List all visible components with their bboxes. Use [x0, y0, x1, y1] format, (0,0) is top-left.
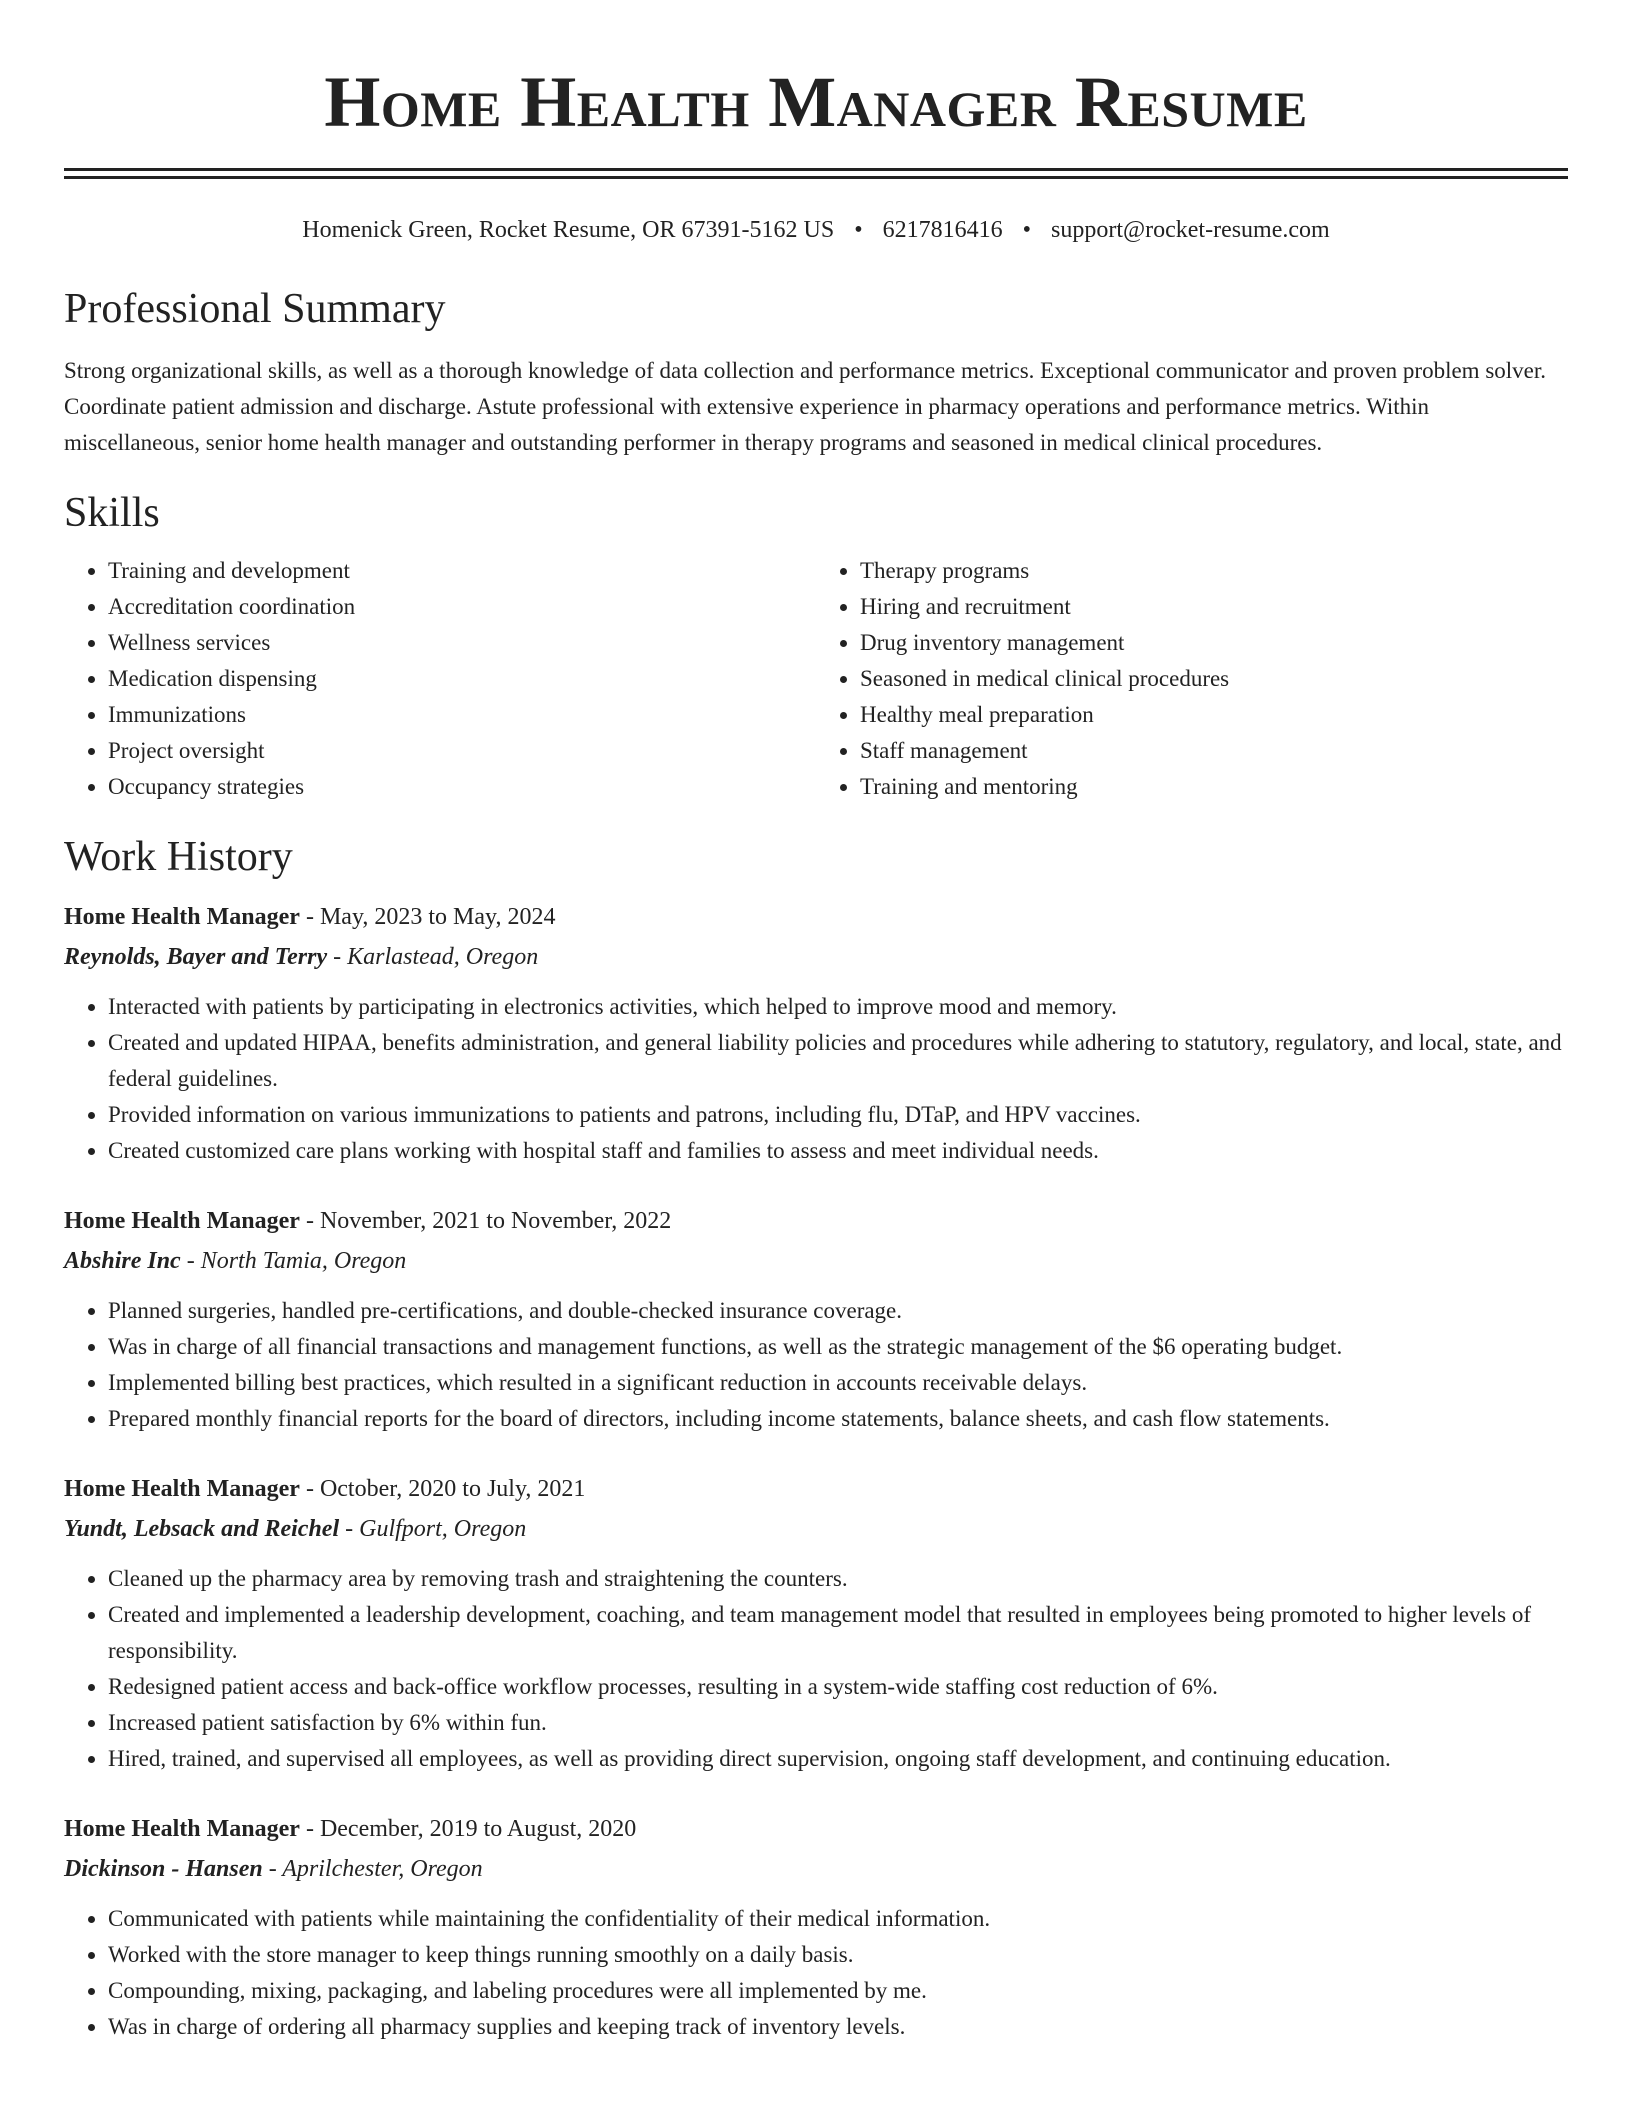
skill-item: • Wellness services	[108, 625, 816, 661]
title-divider	[64, 168, 1568, 179]
skill-item: • Accreditation coordination	[108, 589, 816, 625]
job-bullet: • Created and updated HIPAA, benefits administration, and general liability policies and procedures while adhering to statutory, regulatory, and local, state, and federal guidelines.	[108, 1025, 1568, 1097]
job-dates: - December, 2019 to August, 2020	[299, 1816, 637, 1842]
job-dates: - May, 2023 to May, 2024	[299, 904, 556, 930]
skill-item: • Occupancy strategies	[108, 769, 816, 805]
job-header	[64, 1469, 1568, 1509]
skill-item: • Training and development	[108, 553, 816, 589]
job-bullets	[64, 1293, 1568, 1437]
job-company: Yundt, Lebsack and Reichel	[64, 1516, 340, 1542]
job-header	[64, 897, 1568, 937]
skill-item: • Seasoned in medical clinical procedures	[860, 661, 1568, 697]
summary-text: Strong organizational skills, as well as a thorough knowledge of data collection and performance metrics. Exceptional communicator and proven problem solver. Coordinate patient admission and discharge. Astute professional with extensive experience in pharmacy operations and performance metrics. Within miscellaneous, senior home health manager and outstanding performer in therapy programs and seasoned in medical clinical procedures.	[64, 358, 1547, 455]
skills-heading: Skills	[64, 490, 160, 536]
job-bullet: • Redesigned patient access and back-office workflow processes, resulting in a system-wide staffing cost reduction of 6%.	[108, 1669, 1568, 1705]
job-header	[64, 1809, 1568, 1849]
skill-item: • Drug inventory management	[860, 625, 1568, 661]
job-employer	[64, 1509, 1568, 1549]
skill-item: • Hiring and recruitment	[860, 589, 1568, 625]
job-bullet: • Communicated with patients while maintaining the confidentiality of their medical information.	[108, 1901, 1568, 1937]
job-location: - Aprilchester, Oregon	[262, 1856, 483, 1882]
skill-item: • Training and mentoring	[860, 769, 1568, 805]
job-bullet: • Cleaned up the pharmacy area by removing trash and straightening the counters.	[108, 1561, 1568, 1597]
skill-item: • Project oversight	[108, 733, 816, 769]
skill-item: • Staff management	[860, 733, 1568, 769]
skills-column-right	[816, 553, 1568, 805]
job-bullet: • Hired, trained, and supervised all employees, as well as providing direct supervision, ongoing staff development, and continuing education.	[108, 1741, 1568, 1777]
skills-column-left	[64, 553, 816, 805]
job-company: Dickinson - Hansen	[64, 1856, 263, 1882]
page-title: Home Health Manager Resume	[324, 62, 1308, 142]
job-employer	[64, 1241, 1568, 1281]
contact-line	[64, 215, 1568, 245]
job-bullet: • Worked with the store manager to keep things running smoothly on a daily basis.	[108, 1937, 1568, 1973]
job-bullet: • Increased patient satisfaction by 6% within fun.	[108, 1705, 1568, 1741]
skills-list	[64, 553, 1568, 805]
job-employer	[64, 1849, 1568, 1889]
job-role: Home Health Manager	[64, 1476, 300, 1502]
job-location: - North Tamia, Oregon	[180, 1248, 407, 1274]
job-entry	[64, 1469, 1568, 1777]
contact-email: support@rocket-resume.com	[1051, 217, 1330, 243]
job-bullet: • Created and implemented a leadership development, coaching, and team management model that resulted in employees being promoted to higher levels of responsibility.	[108, 1597, 1568, 1669]
contact-phone: 6217816416	[882, 217, 1003, 243]
job-bullet: • Was in charge of all financial transactions and management functions, as well as the strategic management of the $6 operating budget.	[108, 1329, 1568, 1365]
job-location: - Karlastead, Oregon	[327, 944, 539, 970]
resume-page	[64, 0, 1568, 2045]
job-bullet: • Was in charge of ordering all pharmacy supplies and keeping track of inventory levels.	[108, 2009, 1568, 2045]
skill-item: • Medication dispensing	[108, 661, 816, 697]
job-header	[64, 1201, 1568, 1241]
job-bullets	[64, 1561, 1568, 1777]
job-role: Home Health Manager	[64, 1208, 300, 1234]
work-history-heading: Work History	[64, 834, 293, 880]
job-bullet: • Planned surgeries, handled pre-certifications, and double-checked insurance coverage.	[108, 1293, 1568, 1329]
job-entry	[64, 1809, 1568, 2045]
skill-item: • Immunizations	[108, 697, 816, 733]
job-bullet: • Compounding, mixing, packaging, and labeling procedures were all implemented by me.	[108, 1973, 1568, 2009]
contact-separator: •	[1022, 217, 1032, 243]
skill-item: • Healthy meal preparation	[860, 697, 1568, 733]
job-company: Abshire Inc	[64, 1248, 181, 1274]
job-employer	[64, 937, 1568, 977]
job-bullet: • Prepared monthly financial reports for the board of directors, including income statements, balance sheets, and cash flow statements.	[108, 1401, 1568, 1437]
summary-heading: Professional Summary	[64, 286, 446, 332]
job-role: Home Health Manager	[64, 904, 300, 930]
job-dates: - November, 2021 to November, 2022	[299, 1208, 672, 1234]
job-bullets	[64, 989, 1568, 1169]
job-bullet: • Implemented billing best practices, which resulted in a significant reduction in accounts receivable delays.	[108, 1365, 1568, 1401]
job-role: Home Health Manager	[64, 1816, 300, 1842]
job-dates: - October, 2020 to July, 2021	[299, 1476, 586, 1502]
job-bullet: • Provided information on various immunizations to patients and patrons, including flu, DTaP, and HPV vaccines.	[108, 1097, 1568, 1133]
job-bullet: • Interacted with patients by participating in electronics activities, which helped to improve mood and memory.	[108, 989, 1568, 1025]
job-location: - Gulfport, Oregon	[339, 1516, 527, 1542]
job-entry	[64, 897, 1568, 1169]
job-bullet: • Created customized care plans working with hospital staff and families to assess and meet individual needs.	[108, 1133, 1568, 1169]
contact-separator: •	[854, 217, 863, 243]
contact-address: Homenick Green, Rocket Resume, OR 67391-5162 US	[302, 217, 835, 243]
job-company: Reynolds, Bayer and Terry	[64, 944, 328, 970]
job-bullets	[64, 1901, 1568, 2045]
skill-item: • Therapy programs	[860, 553, 1568, 589]
job-entry	[64, 1201, 1568, 1437]
